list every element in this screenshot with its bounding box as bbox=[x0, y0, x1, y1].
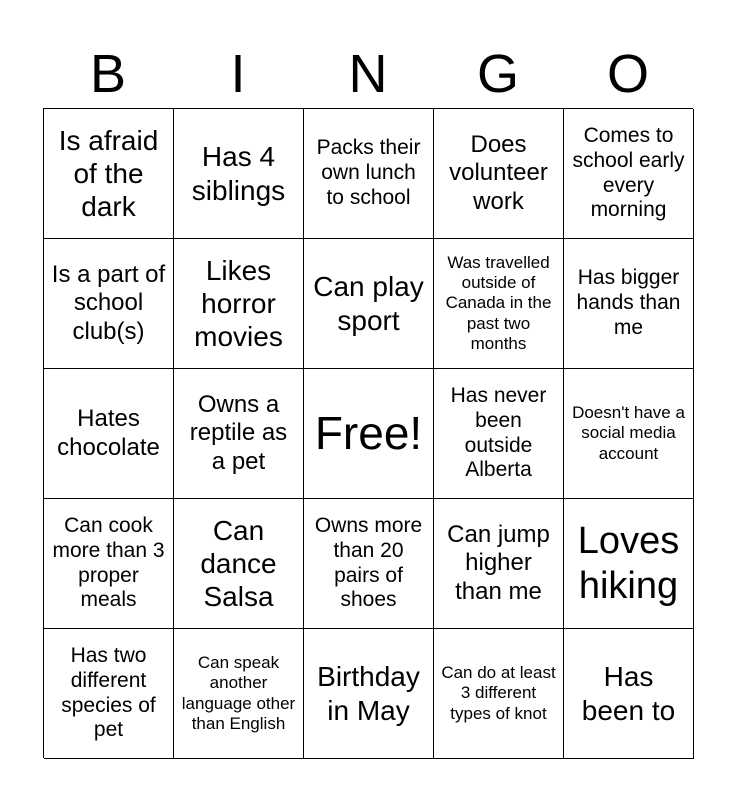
cell-text: Loves hiking bbox=[577, 519, 680, 607]
bingo-header bbox=[43, 40, 693, 108]
header-letter-b: B bbox=[89, 44, 127, 104]
cell-text: Is afraid of the dark bbox=[58, 124, 159, 223]
bingo-cell[interactable] bbox=[434, 109, 564, 239]
cell-text: Owns a reptile as a pet bbox=[189, 391, 288, 475]
cell-text: Hates chocolate bbox=[57, 405, 160, 461]
bingo-cell[interactable] bbox=[434, 499, 564, 629]
cell-text: Can dance Salsa bbox=[200, 514, 277, 613]
cell-text: Has two different species of pet bbox=[61, 643, 156, 742]
cell-text: Has bigger hands than me bbox=[576, 266, 681, 339]
bingo-cell[interactable] bbox=[44, 109, 174, 239]
cell-text: Likes horror movies bbox=[194, 254, 283, 353]
bingo-cell[interactable] bbox=[434, 239, 564, 369]
cell-text: Can speak another language other than English bbox=[181, 653, 296, 733]
cell-text: Packs their own lunch to school bbox=[316, 136, 421, 209]
cell-text: Does volunteer work bbox=[449, 131, 548, 215]
free-space-text: Free! bbox=[314, 407, 423, 460]
bingo-cell[interactable] bbox=[44, 369, 174, 499]
cell-text: Owns more than 20 pairs of shoes bbox=[314, 513, 423, 612]
bingo-cell[interactable] bbox=[174, 369, 304, 499]
bingo-cell[interactable] bbox=[44, 629, 174, 759]
header-letter-i: I bbox=[230, 44, 246, 104]
bingo-cell[interactable] bbox=[174, 499, 304, 629]
bingo-cell[interactable] bbox=[174, 629, 304, 759]
bingo-cell[interactable] bbox=[564, 239, 694, 369]
bingo-cell[interactable] bbox=[434, 369, 564, 499]
bingo-cell[interactable] bbox=[174, 239, 304, 369]
bingo-cell[interactable] bbox=[44, 239, 174, 369]
cell-text: Birthday in May bbox=[317, 661, 420, 726]
cell-text: Can play sport bbox=[313, 271, 424, 336]
bingo-cell[interactable] bbox=[304, 629, 434, 759]
cell-text: Comes to school early every morning bbox=[572, 123, 685, 222]
cell-text: Can cook more than 3 proper meals bbox=[52, 513, 165, 612]
bingo-cell[interactable] bbox=[174, 109, 304, 239]
cell-text: Is a part of school club(s) bbox=[51, 261, 166, 345]
cell-text: Has 4 siblings bbox=[191, 141, 286, 206]
bingo-cell[interactable] bbox=[304, 239, 434, 369]
cell-text: Can jump higher than me bbox=[447, 521, 550, 605]
bingo-cell[interactable] bbox=[564, 629, 694, 759]
cell-text: Doesn't have a social media account bbox=[572, 403, 685, 463]
bingo-cell[interactable] bbox=[564, 499, 694, 629]
header-letter-o: O bbox=[606, 44, 649, 104]
bingo-cell[interactable] bbox=[44, 499, 174, 629]
bingo-cell[interactable] bbox=[564, 369, 694, 499]
cell-text: Has never been outside Alberta bbox=[450, 383, 547, 482]
cell-text: Has been to bbox=[581, 661, 676, 726]
bingo-cell[interactable] bbox=[304, 499, 434, 629]
bingo-board bbox=[43, 108, 693, 758]
cell-text: Can do at least 3 different types of knot bbox=[441, 663, 556, 723]
bingo-cell[interactable] bbox=[434, 629, 564, 759]
header-letter-n: N bbox=[348, 44, 388, 104]
bingo-cell[interactable] bbox=[304, 109, 434, 239]
cell-text: Was travelled outside of Canada in the past two months bbox=[445, 253, 552, 353]
header-letter-g: G bbox=[476, 44, 519, 104]
bingo-cell[interactable] bbox=[564, 109, 694, 239]
free-space-cell[interactable] bbox=[304, 369, 434, 499]
